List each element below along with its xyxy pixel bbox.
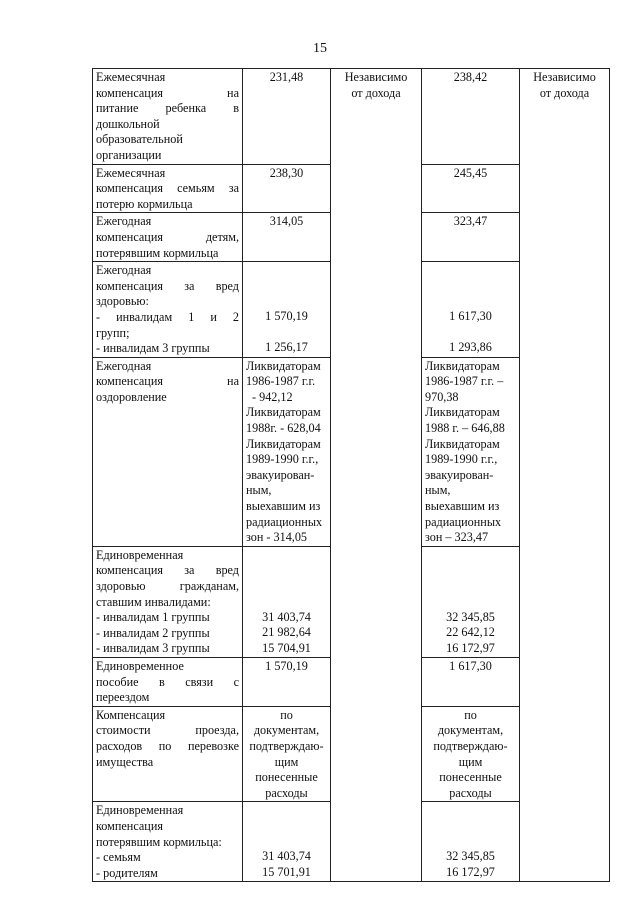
value-2014 [422,69,520,165]
label-line: компенсация на [96,85,239,100]
value-line: 1 293,86 [449,340,492,355]
value-line: щим [458,754,483,769]
value-2014 [422,546,520,657]
label-line: Ежегодная [96,263,152,278]
value-2013 [243,706,331,802]
label-line: Ежемесячная [96,70,166,84]
label-line: ставшим инвалидами: [96,594,211,609]
value-line: 31 403,74 [262,609,311,624]
label-line: оздоровление [96,389,167,404]
value-2014 [422,357,520,546]
value-line: 1 617,30 [449,658,492,673]
value-line: 1988 г. – 646,88 [425,421,505,436]
value-line: подтверждаю- [249,738,324,753]
value-line: радиационных [425,514,502,529]
value-line: 245,45 [453,165,488,180]
label-line: здоровью: [96,294,149,309]
value-2013 [243,69,331,165]
value-line: 238,30 [269,165,304,180]
value-2013 [243,546,331,657]
label-line: расходов по перевозке [96,738,239,753]
label-line: Единовременная [96,547,184,562]
value-line: 1988г. - 628,04 [246,421,321,436]
value-line: выехавшим из [246,499,321,514]
note-line: от дохода [351,85,401,100]
value-2013 [243,213,331,262]
value-line: зон – 323,47 [425,530,489,545]
page-number: 15 [313,41,327,56]
value-2014 [422,262,520,358]
label-line: - родителям [96,865,158,880]
value-line: эвакуирован- [425,467,494,482]
value-line: 970,38 [425,389,459,404]
label-line: Ежегодная [96,214,152,229]
label-line: - инвалидам 1 и 2 [96,309,239,324]
value-line: Ликвидаторам [246,405,321,420]
label-line: компенсация за вред [96,278,239,293]
value-2013 [243,657,331,706]
value-line: 1 617,30 [449,309,492,324]
value-line: 22 642,12 [446,625,495,640]
label-line: - семьям [96,850,141,865]
value-line: 16 172,97 [446,641,495,655]
label-line: потерю кормильца [96,196,193,211]
label-line: - инвалидам 1 группы [96,610,210,625]
label-line: питание ребенка в [96,101,239,116]
label-line: - инвалидам 2 группы [96,625,210,640]
label-line: Компенсация [96,707,166,722]
label-line: компенсация детям, [96,229,239,244]
value-line: 31 403,74 [262,849,311,864]
label-line: потерявшим кормильца [96,245,219,260]
row-label [93,213,243,262]
value-line: 314,05 [269,214,304,229]
compensation-table [92,68,610,882]
label-line: потерявшим кормильца: [96,834,222,849]
value-line: 16 172,97 [446,864,495,879]
value-2014 [422,164,520,213]
label-line: стоимости проезда, [96,723,239,738]
value-2013 [243,802,331,882]
value-line: щим [274,754,299,769]
value-2013 [243,164,331,213]
label-line: пособие в связи с [96,674,239,689]
note-line: Независимо [533,70,596,84]
value-line: эвакуирован- [246,467,315,482]
label-line: Единовременная [96,803,184,818]
label-line: - инвалидам 3 группы [96,641,210,656]
label-line: дошкольной [96,116,160,131]
value-line: 1 570,19 [265,658,308,673]
label-line: компенсация на [96,374,239,389]
value-line: 1989-1990 г.г., [425,452,498,467]
row-label [93,69,243,165]
value-line: 1989-1990 г.г., [246,452,319,467]
note-line: Независимо [344,70,408,84]
income-note [331,69,422,882]
value-line: расходы [265,785,308,800]
label-line: переездом [96,690,150,705]
value-line: 1986-1987 г.г. – [425,374,504,389]
value-line: ным, [246,483,272,498]
value-2014 [422,706,520,802]
label-line: имущества [96,754,154,769]
value-line: подтверждаю- [433,738,508,753]
value-line: 323,47 [453,214,488,229]
row-label [93,164,243,213]
value-line: 1986-1987 г.г. [246,374,316,389]
label-line: образовательной [96,132,183,147]
value-2014 [422,657,520,706]
row-label [93,357,243,546]
label-line: компенсация семьям за [96,181,239,196]
value-line: ным, [425,483,451,498]
label-line: организации [96,147,162,162]
value-line: зон - 314,05 [246,530,308,545]
note-line: от дохода [539,85,590,100]
value-line: 238,42 [453,70,488,84]
label-line: Ежемесячная [96,165,166,180]
value-line: 1 256,17 [265,340,308,355]
label-line: здоровью гражданам, [96,579,239,593]
value-line: 231,48 [269,70,304,84]
row-label [93,657,243,706]
value-line: документам, [437,723,504,738]
value-line: понесенные [255,770,318,785]
value-2014 [422,802,520,882]
value-line: Ликвидаторам [425,436,500,451]
value-line: 15 704,91 [262,641,311,655]
row-label [93,802,243,882]
value-line: 21 982,64 [262,625,311,640]
value-line: документам, [253,723,320,738]
income-note [520,69,610,882]
row-label [93,546,243,657]
value-line: выехавшим из [425,499,500,514]
value-2013 [243,357,331,546]
label-line: компенсация [96,818,163,833]
value-line: Ликвидаторам [246,436,321,451]
value-line: понесенные [439,770,502,785]
value-line: 32 345,85 [446,849,495,864]
label-line: - инвалидам 3 группы [96,341,210,356]
value-line: Ликвидаторам [246,358,321,373]
label-line: Единовременное [96,658,184,673]
value-line: радиационных [246,514,323,529]
value-line: 1 570,19 [265,309,308,324]
value-2014 [422,213,520,262]
value-line: - 942,12 [252,389,293,404]
table-row [93,69,610,165]
value-2013 [243,262,331,358]
value-line: Ликвидаторам [425,358,500,373]
value-line: по [280,707,293,722]
value-line: 15 701,91 [262,864,311,879]
row-label [93,706,243,802]
label-line: компенсация за вред [96,563,239,578]
value-line: расходы [449,785,492,800]
label-line: групп; [96,325,130,340]
value-line: Ликвидаторам [425,405,500,420]
value-line: 32 345,85 [446,609,495,624]
label-line: Ежегодная [96,358,152,373]
value-line: по [464,707,477,722]
row-label [93,262,243,358]
